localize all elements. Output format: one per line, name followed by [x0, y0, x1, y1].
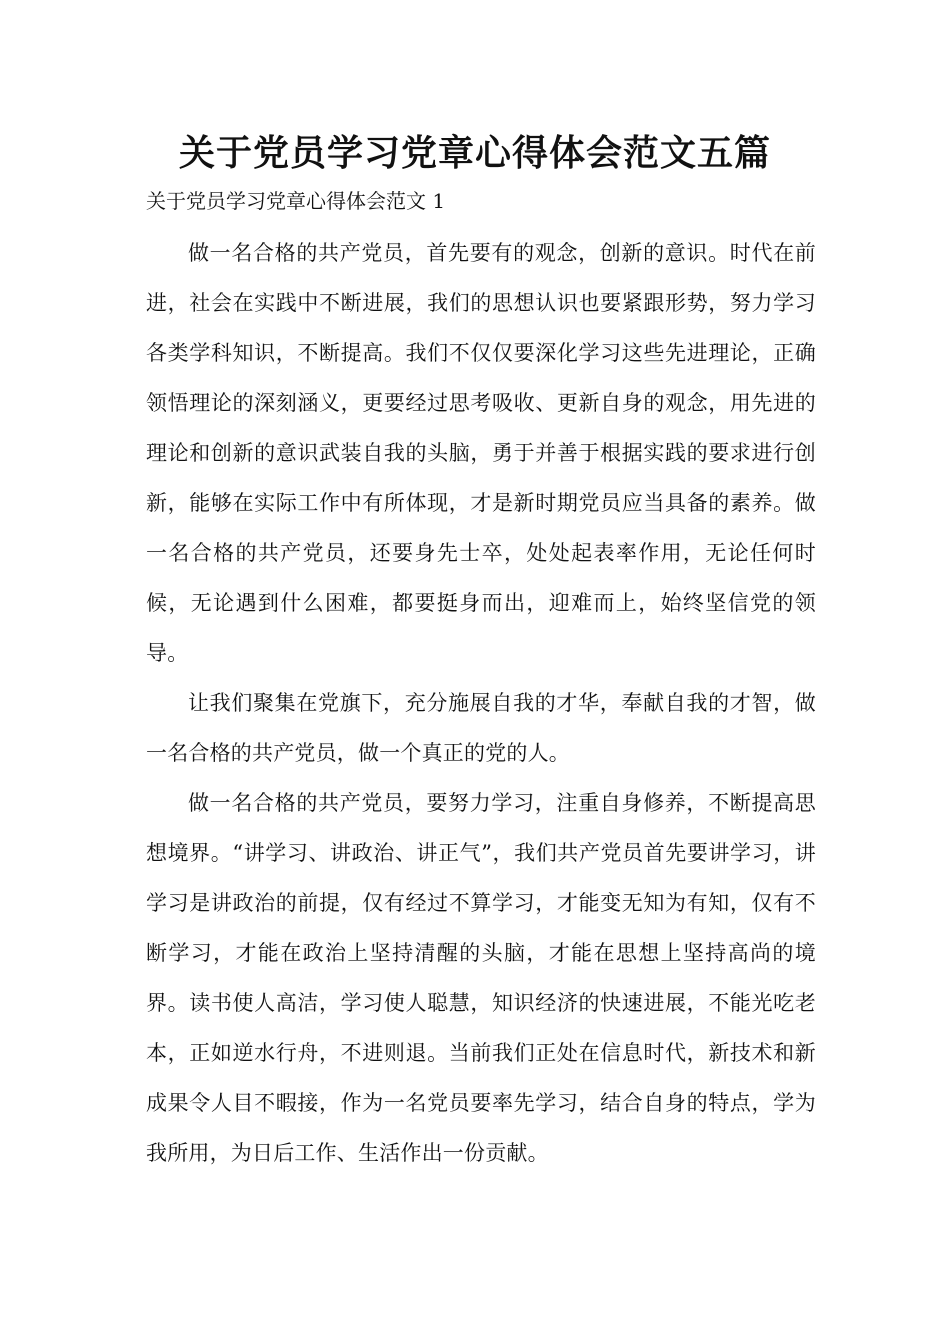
paragraph: 让我们聚集在党旗下，充分施展自我的才华，奉献自我的才智，做一名合格的共产党员，做一个真正的党的人。: [146, 691, 816, 765]
document-body: [146, 228, 816, 1178]
document-title: 关于党员学习党章心得体会范文五篇: [178, 133, 771, 174]
paragraph: 做一名合格的共产党员，要努力学习，注重自身修养，不断提高思想境界。“讲学习、讲政治、讲正气”，我们共产党员首先要讲学习，讲学习是讲政治的前提，仅有经过不算学习，才能变无知为有知，仅有不断学习，才能在政治上坚持清醒的头脑，才能在思想上坚持高尚的境界。读书使人高洁，学习使人聪慧，知识经济的快速进展，不能光吃老本，正如逆水行舟，不进则退。当前我们正处在信息时代，新技术和新成果令人目不暇接，作为一名党员要率先学习，结合自身的特点，学为我所用，为日后工作、生活作出一份贡献。: [146, 791, 816, 1165]
paragraph: 做一名合格的共产党员，首先要有的观念，创新的意识。时代在前进，社会在实践中不断进展，我们的思想认识也要紧跟形势，努力学习各类学科知识，不断提高。我们不仅仅要深化学习这些先进理论，正确领悟理论的深刻涵义，更要经过思考吸收、更新自身的观念，用先进的理论和创新的意识武装自我的头脑，勇于并善于根据实践的要求进行创新，能够在实际工作中有所体现，才是新时期党员应当具备的素养。做一名合格的共产党员，还要身先士卒，处处起表率作用，无论任何时候，无论遇到什么困难，都要挺身而出，迎难而上，始终坚信党的领导。: [146, 241, 816, 665]
section-heading: 关于党员学习党章心得体会范文 1: [146, 189, 446, 213]
